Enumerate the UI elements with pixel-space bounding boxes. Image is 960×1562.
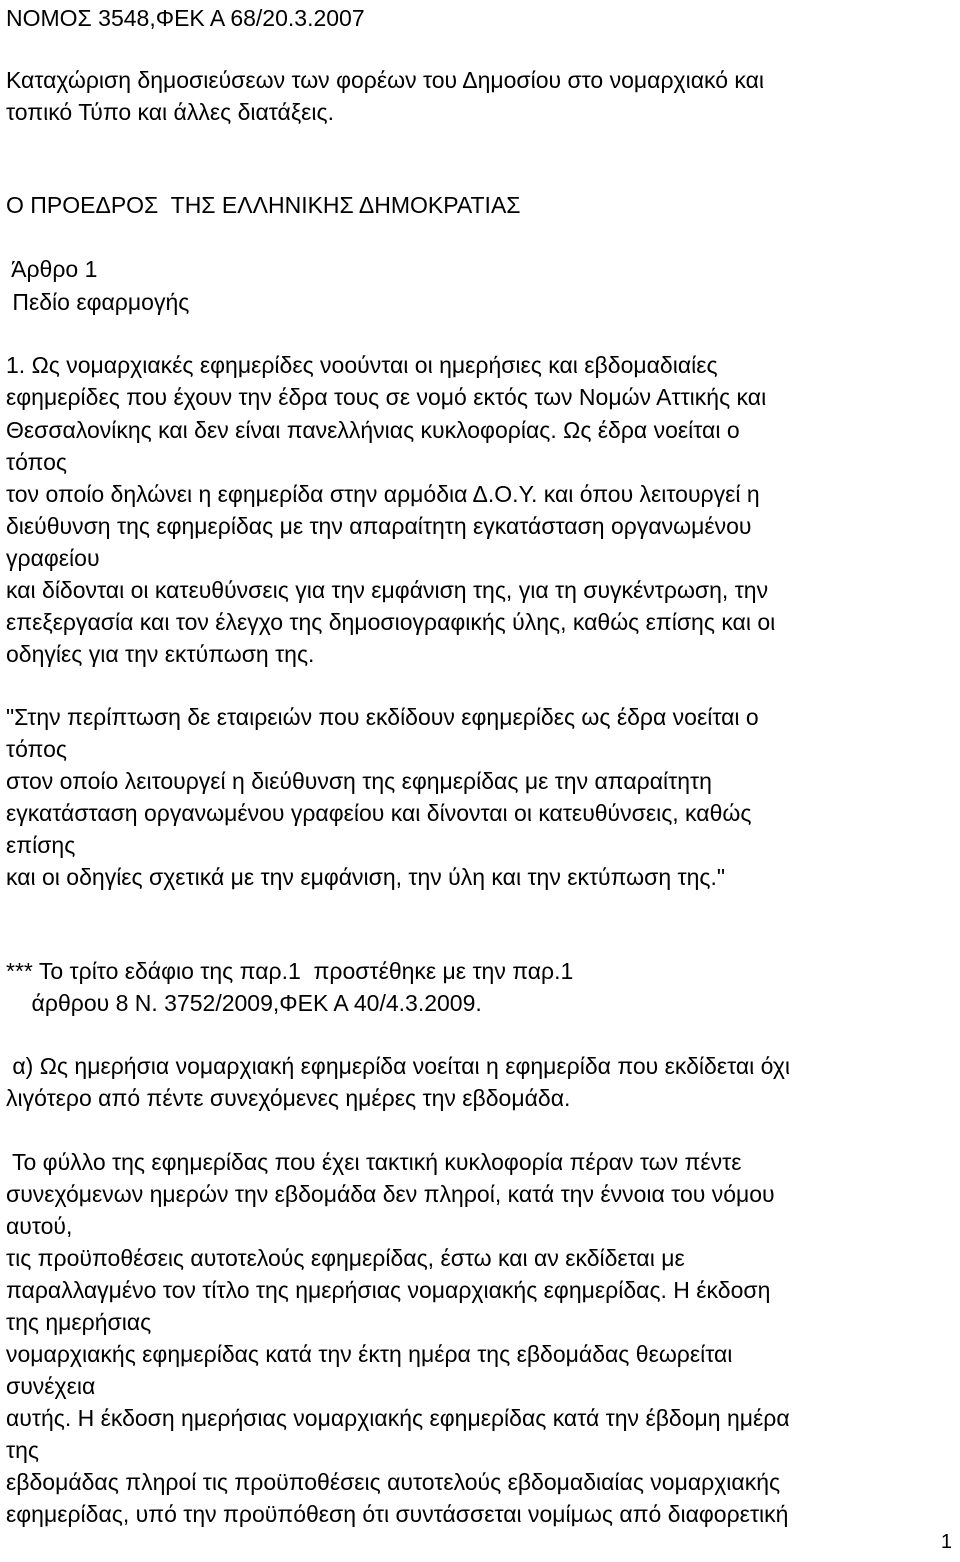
paragraph-line: παραλλαγμένο τον τίτλο της ημερήσιας νομαρχιακής εφημερίδας. Η έκδοση — [6, 1277, 771, 1303]
paragraph-line: γραφείου — [6, 545, 100, 571]
paragraph-line: Το φύλλο της εφημερίδας που έχει τακτική κυκλοφορία πέραν των πέντε — [6, 1149, 742, 1175]
law-header: ΝΟΜΟΣ 3548,ΦΕΚ Α 68/20.3.2007 — [6, 5, 365, 31]
quote-line: στον οποίο λειτουργεί η διεύθυνση της εφημερίδας με την απαραίτητη — [6, 768, 712, 794]
paragraph-line: οδηγίες για την εκτύπωση της. — [6, 641, 315, 667]
paragraph-line: τόπος — [6, 449, 67, 475]
item-a-line: α) Ως ημερήσια νομαρχιακή εφημερίδα νοείται η εφημερίδα που εκδίδεται όχι — [6, 1053, 790, 1079]
president-heading: Ο ΠΡΟΕΔΡΟΣ ΤΗΣ ΕΛΛΗΝΙΚΗΣ ΔΗΜΟΚΡΑΤΙΑΣ — [6, 192, 521, 218]
paragraph-line: αυτού, — [6, 1213, 73, 1239]
quote-line: τόπος — [6, 736, 67, 762]
paragraph-line: συνέχεια — [6, 1373, 96, 1399]
paragraph-line: συνεχόμενων ημερών την εβδομάδα δεν πληροί, κατά την έννοια του νόμου — [6, 1181, 775, 1207]
article-title: Πεδίο εφαρμογής — [6, 289, 190, 315]
page-number: 1 — [940, 1531, 952, 1553]
paragraph-line: αυτής. Η έκδοση ημερήσιας νομαρχιακής εφημερίδας κατά την έβδομη ημέρα — [6, 1405, 790, 1431]
paragraph-line: εβδομάδας πληροί τις προϋποθέσεις αυτοτελούς εβδομαδιαίας νομαρχιακής — [6, 1469, 781, 1495]
item-a-line: λιγότερο από πέντε συνεχόμενες ημέρες την εβδομάδα. — [6, 1085, 571, 1111]
paragraph-line: της ημερήσιας — [6, 1309, 152, 1335]
paragraph-line: επεξεργασία και τον έλεγχο της δημοσιογραφικής ύλης, καθώς επίσης και οι — [6, 609, 776, 635]
title-line: τοπικό Τύπο και άλλες διατάξεις. — [6, 99, 334, 125]
paragraph-line: τον οποίο δηλώνει η εφημερίδα στην αρμόδια Δ.Ο.Υ. και όπου λειτουργεί η — [6, 481, 760, 507]
amendment-note-line: *** Το τρίτο εδάφιο της παρ.1 προστέθηκε με την παρ.1 — [6, 958, 574, 984]
paragraph-line: της — [6, 1437, 39, 1463]
paragraph-line: και δίδονται οι κατευθύνσεις για την εμφάνιση της, για τη συγκέντρωση, την — [6, 577, 769, 603]
amendment-note-line: άρθρου 8 Ν. 3752/2009,ΦΕΚ Α 40/4.3.2009. — [6, 990, 482, 1016]
quote-line: εγκατάσταση οργανωμένου γραφείου και δίνονται οι κατευθύνσεις, καθώς — [6, 800, 752, 826]
paragraph-line: 1. Ως νομαρχιακές εφημερίδες νοούνται οι ημερήσιες και εβδομαδιαίες — [6, 352, 718, 378]
title-line: Καταχώριση δημοσιεύσεων των φορέων του Δημοσίου στο νομαρχιακό και — [6, 67, 765, 93]
paragraph-line: εφημερίδες που έχουν την έδρα τους σε νομό εκτός των Νομών Αττικής και — [6, 384, 767, 410]
paragraph-line: νομαρχιακής εφημερίδας κατά την έκτη ημέρα της εβδομάδας θεωρείται — [6, 1341, 733, 1367]
paragraph-line: εφημερίδας, υπό την προϋπόθεση ότι συντάσσεται νομίμως από διαφορετική — [6, 1501, 789, 1527]
quote-line: και οι οδηγίες σχετικά με την εμφάνιση, την ύλη και την εκτύπωση της." — [6, 864, 726, 890]
quote-line: επίσης — [6, 832, 76, 858]
paragraph-line: τις προϋποθέσεις αυτοτελούς εφημερίδας, έστω και αν εκδίδεται με — [6, 1245, 685, 1271]
paragraph-line: διεύθυνση της εφημερίδας με την απαραίτητη εγκατάσταση οργανωμένου — [6, 513, 752, 539]
article-number: Άρθρο 1 — [6, 256, 98, 282]
paragraph-line: Θεσσαλονίκης και δεν είναι πανελλήνιας κυκλοφορίας. Ως έδρα νοείται ο — [6, 417, 740, 443]
quote-line: "Στην περίπτωση δε εταιρειών που εκδίδουν εφημερίδες ως έδρα νοείται ο — [6, 704, 759, 730]
